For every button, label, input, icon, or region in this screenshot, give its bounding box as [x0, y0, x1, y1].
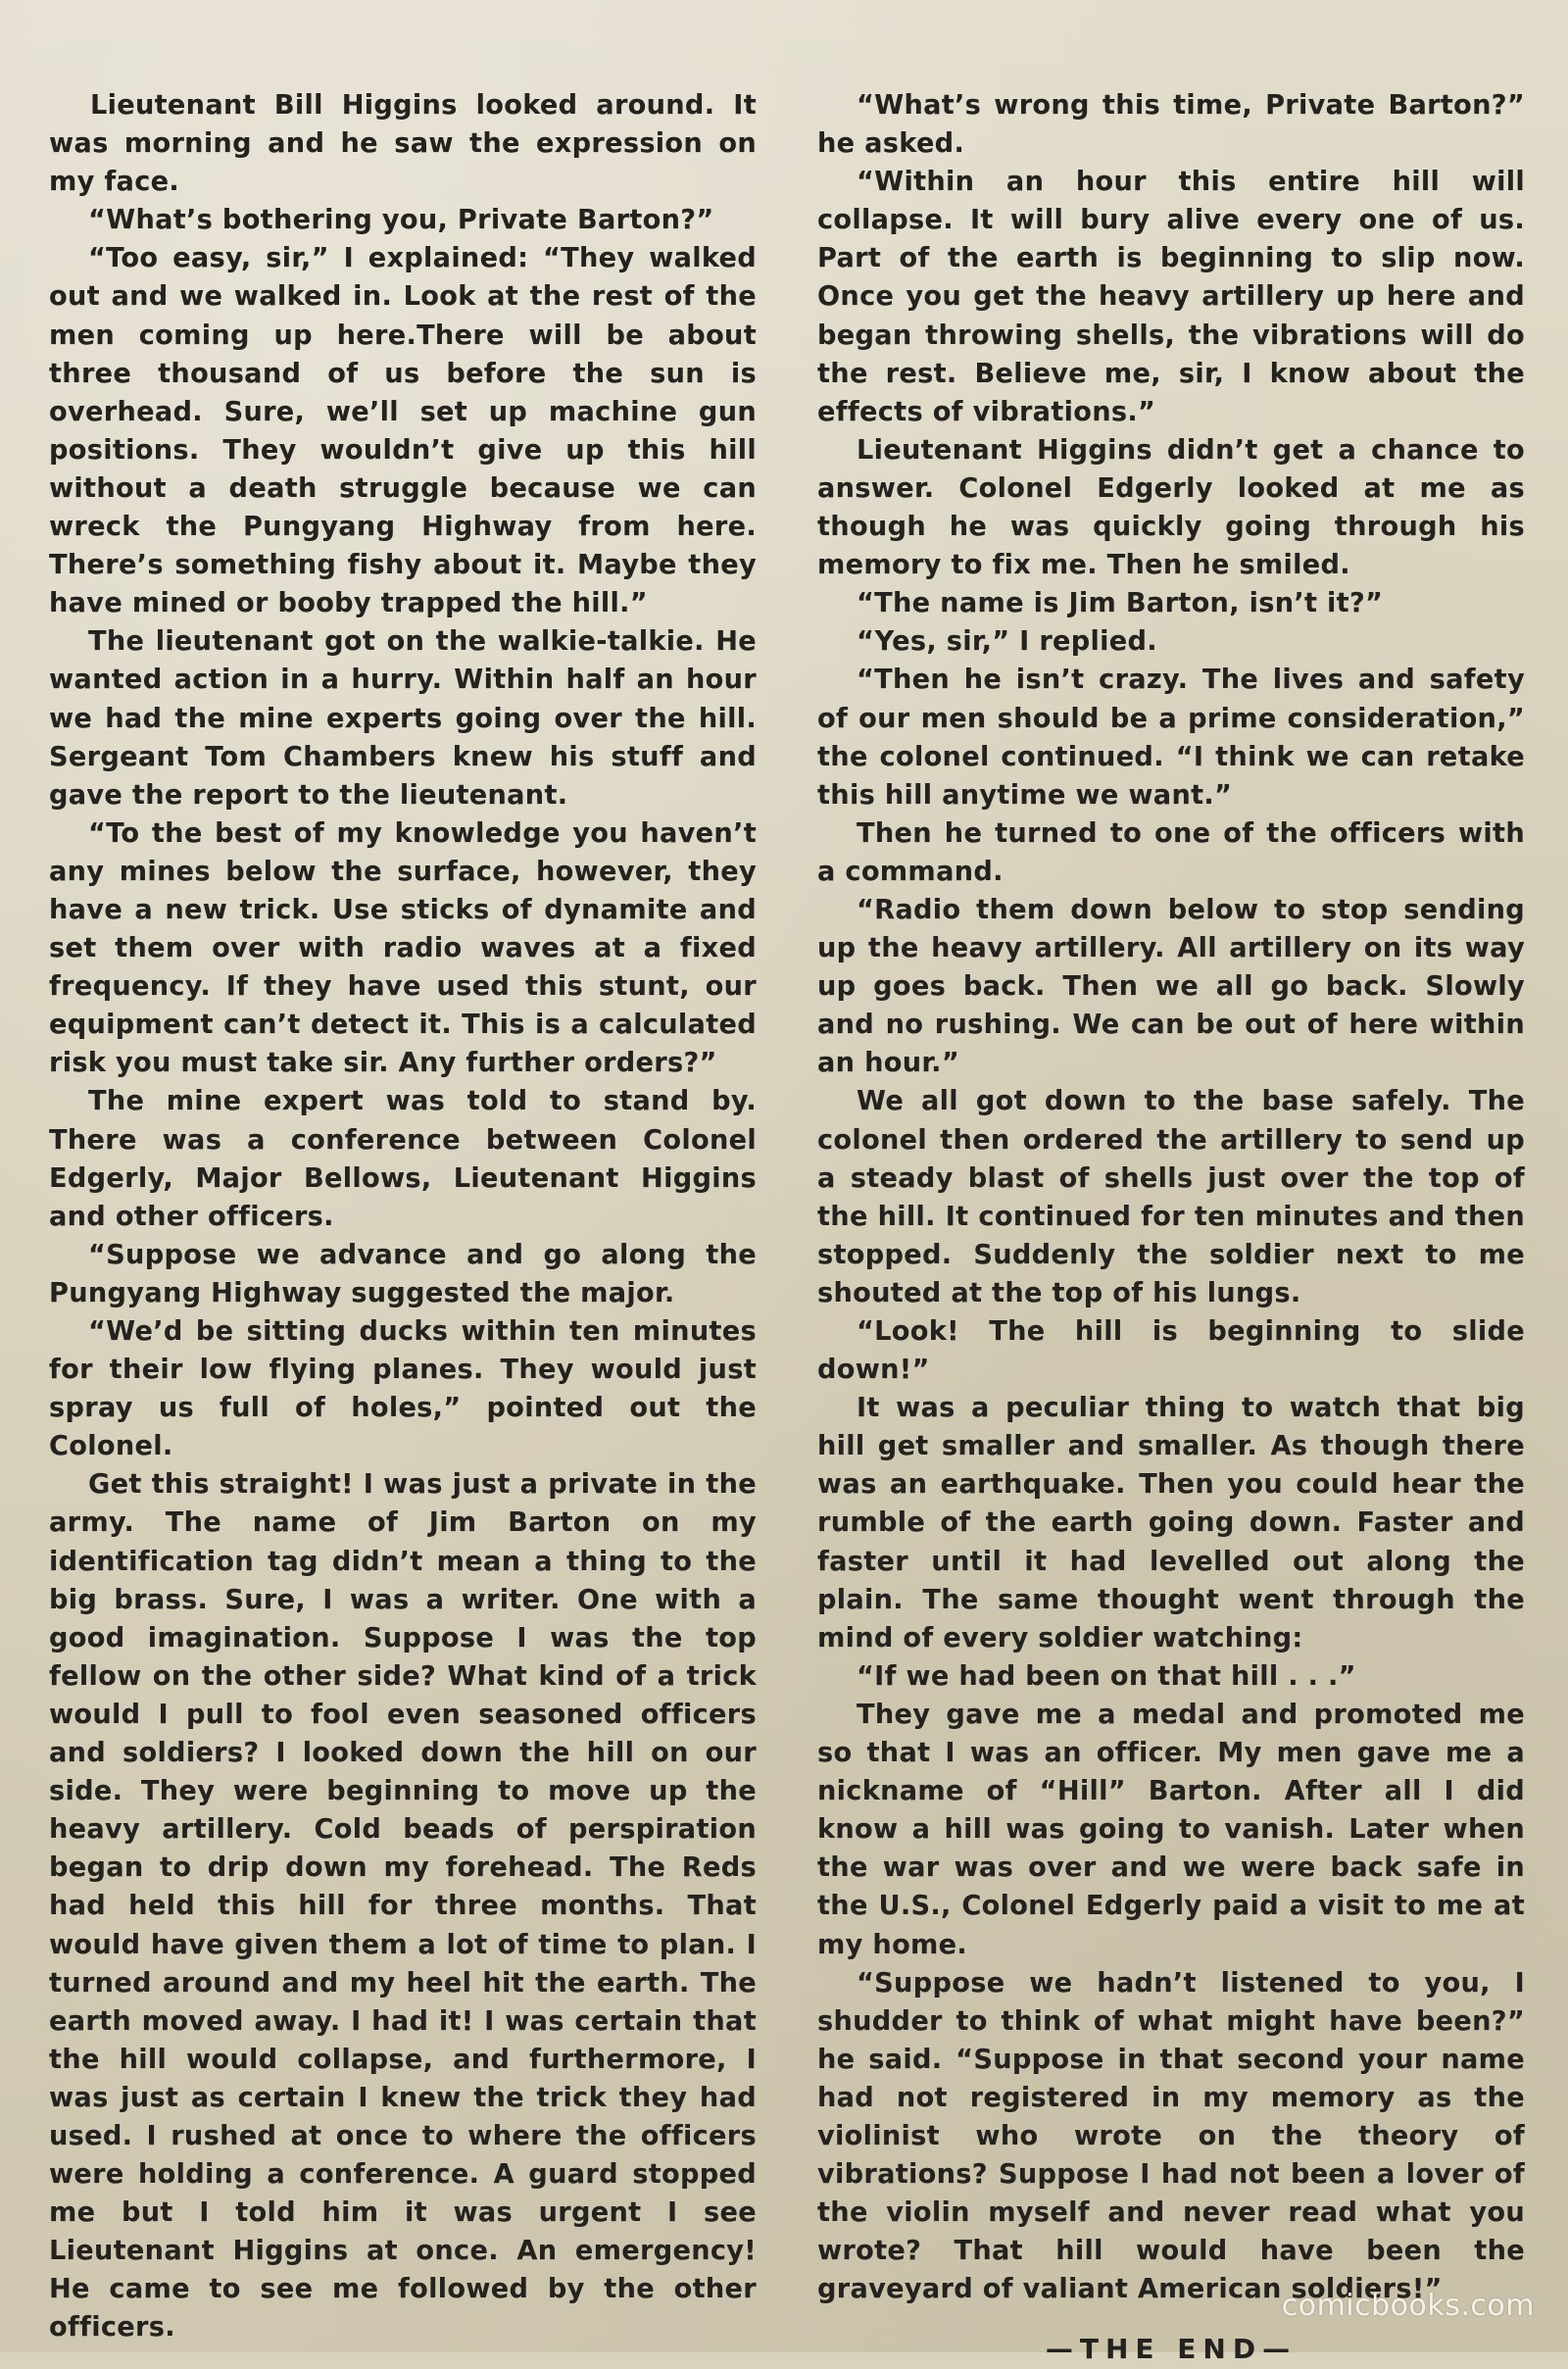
paragraph: “The name is Jim Barton, isn’t it?”	[857, 588, 1384, 619]
paragraph: We all got down to the base safely. The colonel then ordered the artillery to send up a steady blast of shells just over the top of the hill. It continued for ten minutes and then stopped. Suddenly the soldier next to me shouted at the top of his lungs.	[817, 1086, 1525, 1308]
paragraph: “Within an hour this entire hill will collapse. It will bury alive every one of us. Part of the earth is beginning to slip now. Once you get the heavy artillery up here and began throwing shells, the vibrations will do the rest. Believe me, sir, I know about the effects of vibrations.”	[817, 167, 1525, 427]
paragraph: It was a peculiar thing to watch that big hill get smaller and smaller. As though there was an earthquake. Then you could hear the rumble of the earth going down. Faster and faster until it had levelled out along the plain. The same thought went through the mind of every soldier watching:	[817, 1393, 1525, 1653]
paragraph: “If we had been on that hill . . .”	[857, 1660, 1356, 1692]
paragraph: Then he turned to one of the officers with a command.	[817, 817, 1525, 887]
the-end-label: —THE END—	[1045, 2333, 1298, 2366]
paragraph: Lieutenant Bill Higgins looked around. It was morning and he saw the expression on my face.	[49, 90, 757, 198]
paragraph: They gave me a medal and promoted me so that I was an officer. My men gave me a nickname of “Hill” Barton. After all I did know a hill was going to vanish. Later when the war was over and we were back safe in the U.S., Colonel Edgerly paid a visit to me at my home.	[817, 1699, 1525, 1960]
paragraph: “What’s wrong this time, Private Barton?” he asked.	[817, 90, 1525, 160]
paragraph: “Look! The hill is beginning to slide down!”	[817, 1316, 1525, 1386]
paragraph: “To the best of my knowledge you haven’t any mines below the surface, however, they have a new trick. Use sticks of dynamite and set them over with radio waves at a fixed frequency. If they have used this stunt, our equipment can’t detect it. This is a calculated risk you must take sir. Any further orders?”	[49, 817, 757, 1079]
paragraph: Lieutenant Higgins didn’t get a chance to answer. Colonel Edgerly looked at me as though he was quickly going through his memory to fix me. Then he smiled.	[817, 434, 1525, 581]
paragraph: “Suppose we advance and go along the Pungyang Highway suggested the major.	[49, 1239, 757, 1308]
paragraph: “Too easy, sir,” I explained: “They walked out and we walked in. Look at the rest of the men coming up here.There will be about three thousand of us before the sun is overhead. Sure, we’ll set up machine gun positions. They wouldn’t give up this hill without a death struggle because we can wreck the Pungyang Highway from here. There’s something fishy about it. Maybe they have mined or booby trapped the hill.”	[49, 243, 757, 619]
paragraph: The mine expert was told to stand by. There was a conference between Colonel Edgerly, Major Bellows, Lieutenant Higgins and other officers.	[49, 1086, 757, 1232]
paragraph: The lieutenant got on the walkie-talkie. He wanted action in a hurry. Within half an hour we had the mine experts going over the hill. Sergeant Tom Chambers knew his stuff and gave the report to the lieutenant.	[49, 626, 757, 811]
paragraph: Get this straight! I was just a private in the army. The name of Jim Barton on my identification tag didn’t mean a thing to the big brass. Sure, I was a writer. One with a good imagination. Suppose I was the top fellow on the other side? What kind of a trick would I pull to fool even seasoned officers and soldiers? I looked down the hill on our side. They were beginning to move up the heavy artillery. Cold beads of perspiration began to drip down my forehead. The Reds had held this hill for three months. That would have given them a lot of time to plan. I turned around and my heel hit the earth. The earth moved away. I had it! I was certain that the hill would collapse, and furthermore, I was just as certain I knew the trick they had used. I rushed at once to where the officers were holding a conference. A guard stopped me but I told him it was urgent I see Lieutenant Higgins at once. An emergency! He came to see me followed by the other officers.	[49, 1469, 757, 2344]
paragraph: “Radio them down below to stop sending up the heavy artillery. All artillery on its way up goes back. Then we all go back. Slowly and no rushing. We can be out of here within an hour.”	[817, 894, 1525, 1079]
paragraph: “Suppose we hadn’t listened to you, I shudder to think of what might have been?” he said. “Suppose in that second your name had not registered in my memory as the violinist who wrote on the theory of vibrations? Suppose I had not been a lover of the violin myself and never read what you wrote? That hill would have been the graveyard of valiant American soldiers!”	[817, 1967, 1525, 2305]
paragraph: “We’d be sitting ducks within ten minutes for their low flying planes. They would just spray us full of holes,” pointed out the Colonel.	[49, 1316, 757, 1462]
paragraph: “What’s bothering you, Private Barton?”	[88, 205, 714, 236]
left-text-column	[49, 86, 757, 2347]
paragraph: “Then he isn’t crazy. The lives and safety of our men should be a prime consideration,” the colonel continued. “I think we can retake this hill anytime we want.”	[817, 665, 1525, 811]
paragraph: “Yes, sir,” I replied.	[857, 626, 1157, 658]
right-text-column	[817, 86, 1525, 2369]
site-watermark: comicbooks.com	[1281, 2289, 1535, 2323]
